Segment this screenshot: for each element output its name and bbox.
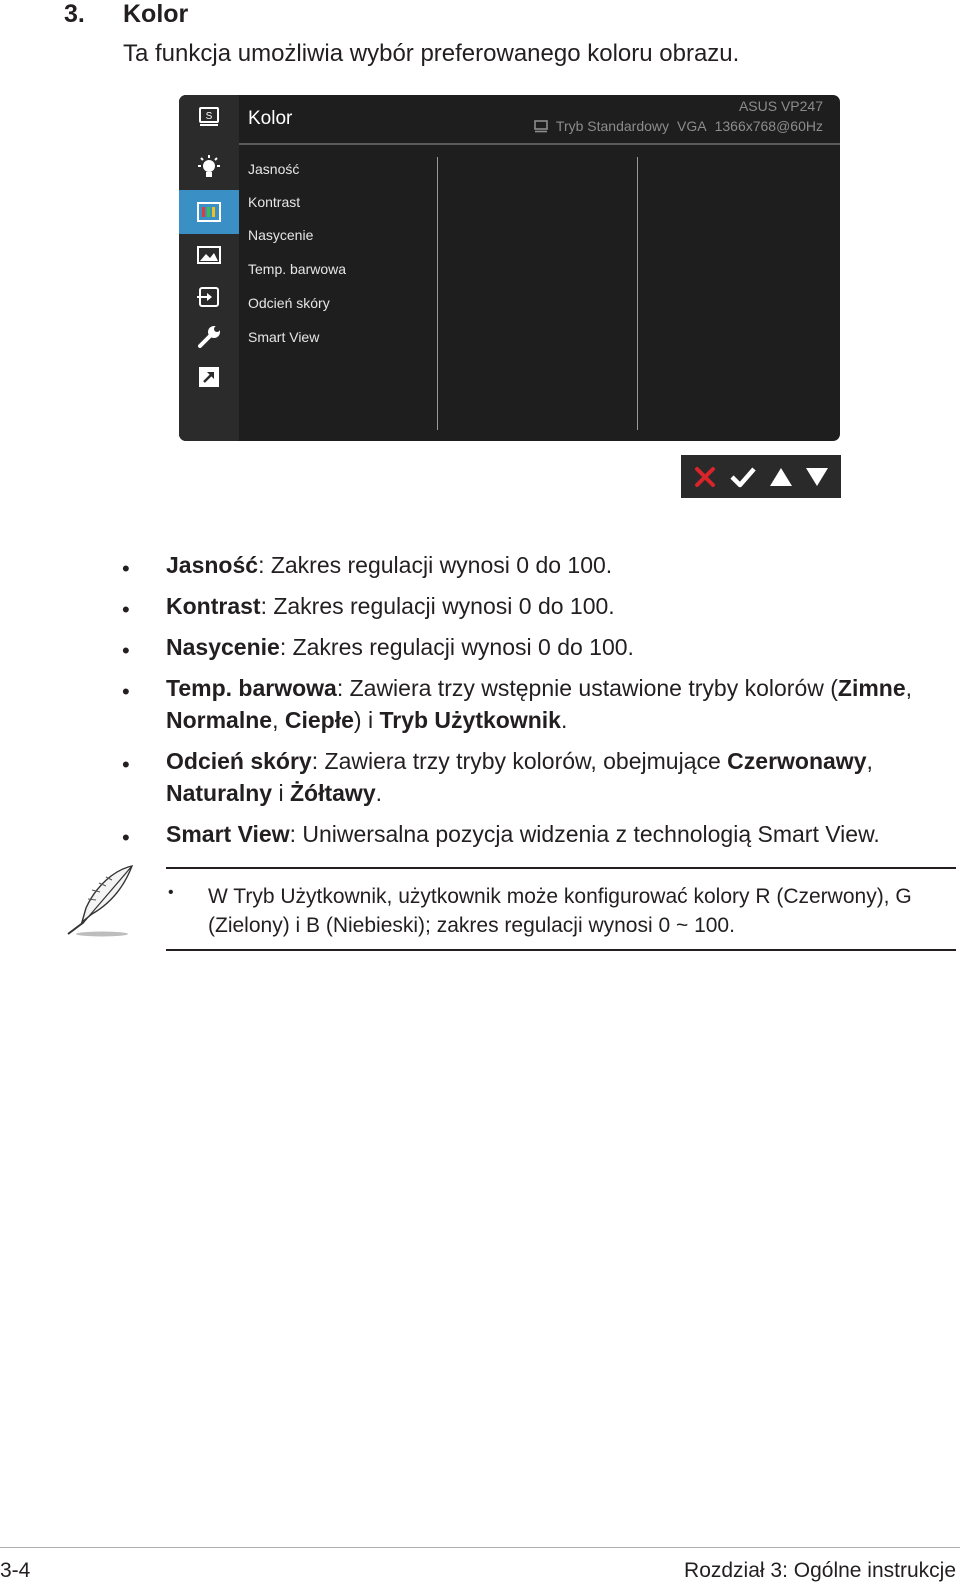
section-title: Kolor — [123, 0, 189, 28]
bullet-text: Odcień skóry: Zawiera trzy tryby kolorów, obejmujące Czerwonawy, Naturalny i Żółtawy. — [166, 748, 873, 806]
note-bottom-rule — [166, 949, 956, 951]
bullet-dot: • — [122, 638, 130, 663]
bullet-dot: • — [122, 825, 130, 850]
image-icon[interactable] — [179, 235, 239, 275]
bullet-term: Nasycenie — [166, 634, 280, 660]
bullet-term: Czerwonawy — [727, 748, 867, 774]
input-select-icon[interactable] — [179, 277, 239, 317]
bullet-dot: • — [122, 597, 130, 622]
menu-item-brightness[interactable]: Jasność — [248, 161, 300, 177]
section-number: 3. — [64, 0, 85, 28]
down-arrow-icon[interactable] — [805, 466, 829, 488]
osd-divider — [239, 143, 840, 145]
splendid-icon[interactable] — [179, 97, 239, 137]
system-setup-icon[interactable] — [179, 317, 239, 357]
osd-resolution: 1366x768@60Hz — [714, 118, 823, 134]
osd-mode: Tryb Standardowy — [555, 118, 670, 134]
bullet-term: Ciepłe — [284, 707, 354, 733]
shortcut-icon[interactable] — [179, 357, 239, 397]
close-icon[interactable] — [693, 465, 717, 489]
chapter-title: Rozdział 3: Ogólne instrukcje — [684, 1559, 956, 1582]
osd-title: Kolor — [248, 108, 293, 129]
osd-status-info — [534, 118, 823, 134]
bullet-term: Tryb Użytkownik — [379, 707, 561, 733]
up-arrow-icon[interactable] — [769, 466, 793, 488]
menu-item-smart-view[interactable]: Smart View — [248, 329, 320, 345]
menu-item-contrast[interactable]: Kontrast — [248, 194, 301, 210]
bullet-term: Kontrast — [166, 593, 261, 619]
bullet-dot: • — [122, 679, 130, 704]
monitor-icon — [534, 120, 548, 133]
osd-model: ASUS VP247 — [738, 98, 823, 114]
brightness-icon[interactable] — [179, 148, 239, 188]
bullet-text: Smart View: Uniwersalna pozycja widzenia z technologią Smart View. — [166, 821, 880, 847]
bullet-term: Żółtawy — [289, 780, 376, 806]
bullet-term: Zimne — [837, 675, 906, 701]
bullet-dot: • — [122, 556, 130, 581]
note-text: W Tryb Użytkownik, użytkownik może konfigurować kolory R (Czerwony), G (Zielony) i B (Niebieski); zakres regulacji wynosi 0 ~ 100. — [208, 885, 912, 937]
check-icon[interactable] — [729, 465, 757, 489]
osd-menu — [179, 95, 840, 441]
bullet-text: Jasność: Zakres regulacji wynosi 0 do 100. — [166, 552, 613, 578]
page-number: 3-4 — [0, 1559, 31, 1582]
feather-note-icon — [62, 862, 142, 938]
bullet-text: Kontrast: Zakres regulacji wynosi 0 do 100. — [166, 593, 615, 619]
bullet-term: Odcień skóry — [166, 748, 312, 774]
bullet-text: Nasycenie: Zakres regulacji wynosi 0 do 100. — [166, 634, 634, 660]
color-icon[interactable] — [179, 190, 239, 234]
note-top-rule — [166, 867, 956, 869]
menu-item-color-temp[interactable]: Temp. barwowa — [248, 261, 347, 277]
bullet-term: Smart View — [166, 821, 290, 847]
osd-input: VGA — [677, 118, 707, 134]
menu-item-skin-tone[interactable]: Odcień skóry — [248, 295, 330, 311]
osd-column-divider — [437, 157, 438, 430]
osd-column-divider — [637, 157, 638, 430]
note-bullet-dot: • — [168, 884, 174, 901]
svg-text:S: S — [205, 111, 213, 122]
bullet-text: Temp. barwowa: Zawiera trzy wstępnie ustawione tryby kolorów (Zimne, Normalne, Ciepłe) i Tryb Użytkownik. — [166, 675, 913, 733]
bullet-dot: • — [122, 752, 130, 777]
section-description: Ta funkcja umożliwia wybór preferowanego koloru obrazu. — [123, 40, 740, 67]
bullet-term: Naturalny — [166, 780, 273, 806]
osd-sidebar — [179, 95, 239, 441]
bullet-term: Normalne — [166, 707, 273, 733]
menu-item-saturation[interactable]: Nasycenie — [248, 227, 314, 243]
footer-rule — [0, 1547, 960, 1548]
bullet-term: Temp. barwowa — [166, 675, 337, 701]
osd-nav-keys — [681, 455, 841, 498]
bullet-term: Jasność — [166, 552, 259, 578]
